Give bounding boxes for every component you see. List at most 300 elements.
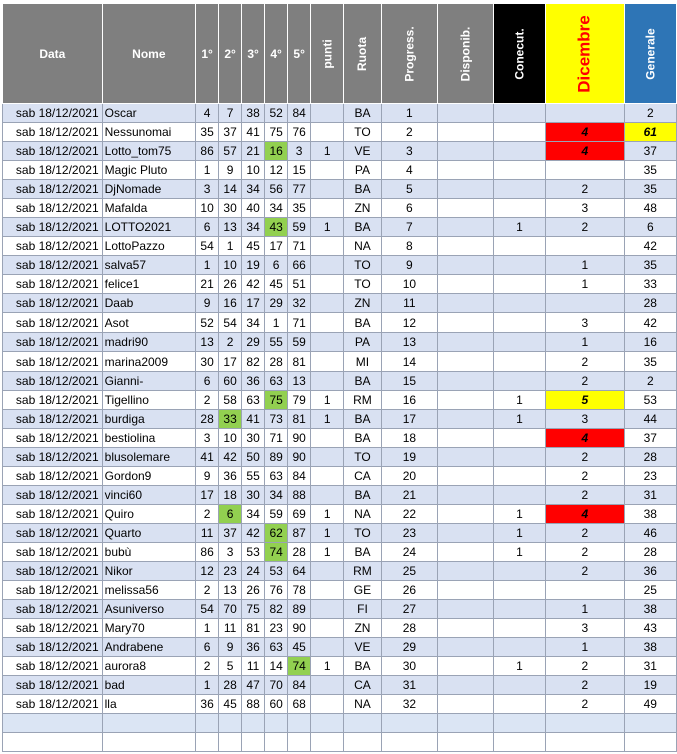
cell-conecut[interactable]: 1 (493, 391, 545, 410)
cell-disponib[interactable] (438, 180, 494, 199)
cell-dicembre[interactable]: 2 (546, 524, 624, 543)
cell-number-5[interactable]: 45 (288, 638, 311, 657)
cell-number-1[interactable]: 3 (196, 429, 219, 448)
cell-name[interactable]: salva57 (102, 256, 195, 275)
empty-cell[interactable] (3, 714, 103, 733)
cell-punti[interactable] (311, 581, 344, 600)
cell-number-3[interactable]: 45 (242, 237, 265, 256)
cell-number-1[interactable]: 30 (196, 352, 219, 372)
cell-disponib[interactable] (438, 161, 494, 180)
cell-punti[interactable] (311, 448, 344, 467)
cell-number-5[interactable]: 74 (288, 657, 311, 676)
cell-conecut[interactable] (493, 161, 545, 180)
cell-number-3[interactable]: 34 (242, 180, 265, 199)
cell-number-5[interactable]: 79 (288, 391, 311, 410)
cell-number-4[interactable]: 1 (265, 313, 288, 333)
cell-progress[interactable]: 3 (381, 142, 437, 161)
cell-number-2[interactable]: 17 (219, 352, 242, 372)
cell-number-2[interactable]: 10 (219, 429, 242, 448)
cell-ruota[interactable]: TO (344, 448, 381, 467)
cell-ruota[interactable]: ZN (344, 294, 381, 313)
cell-name[interactable]: bad (102, 676, 195, 695)
cell-number-1[interactable]: 54 (196, 600, 219, 619)
cell-ruota[interactable]: BA (344, 104, 381, 123)
cell-dicembre[interactable]: 1 (546, 256, 624, 275)
cell-name[interactable]: aurora8 (102, 657, 195, 676)
cell-number-4[interactable]: 55 (265, 333, 288, 352)
cell-number-5[interactable]: 51 (288, 275, 311, 294)
cell-dicembre[interactable]: 3 (546, 199, 624, 218)
empty-cell[interactable] (624, 733, 676, 752)
cell-ruota[interactable]: GE (344, 581, 381, 600)
cell-number-3[interactable]: 41 (242, 123, 265, 142)
cell-disponib[interactable] (438, 218, 494, 237)
cell-name[interactable]: DjNomade (102, 180, 195, 199)
cell-number-4[interactable]: 52 (265, 104, 288, 123)
empty-cell[interactable] (288, 733, 311, 752)
cell-conecut[interactable] (493, 562, 545, 581)
cell-conecut[interactable] (493, 581, 545, 600)
header-n2[interactable]: 2° (219, 4, 242, 104)
cell-conecut[interactable] (493, 313, 545, 333)
cell-dicembre[interactable]: 2 (546, 695, 624, 714)
cell-number-4[interactable]: 63 (265, 467, 288, 486)
cell-progress[interactable]: 20 (381, 467, 437, 486)
cell-punti[interactable] (311, 352, 344, 372)
cell-number-2[interactable]: 45 (219, 695, 242, 714)
cell-number-3[interactable]: 41 (242, 410, 265, 429)
cell-date[interactable]: sab 18/12/2021 (3, 505, 103, 524)
cell-progress[interactable]: 13 (381, 333, 437, 352)
cell-number-5[interactable]: 78 (288, 581, 311, 600)
cell-dicembre[interactable]: 1 (546, 275, 624, 294)
cell-number-5[interactable]: 15 (288, 161, 311, 180)
cell-disponib[interactable] (438, 104, 494, 123)
cell-progress[interactable]: 22 (381, 505, 437, 524)
cell-punti[interactable]: 1 (311, 543, 344, 562)
cell-number-4[interactable]: 70 (265, 676, 288, 695)
cell-dicembre[interactable]: 3 (546, 410, 624, 429)
cell-name[interactable]: Mafalda (102, 199, 195, 218)
cell-generale[interactable]: 6 (624, 218, 676, 237)
cell-conecut[interactable] (493, 695, 545, 714)
cell-ruota[interactable]: RM (344, 391, 381, 410)
cell-number-5[interactable]: 68 (288, 695, 311, 714)
cell-name[interactable]: Andrabene (102, 638, 195, 657)
cell-dicembre[interactable]: 4 (546, 123, 624, 142)
cell-conecut[interactable] (493, 352, 545, 372)
empty-cell[interactable] (265, 714, 288, 733)
cell-conecut[interactable] (493, 237, 545, 256)
cell-date[interactable]: sab 18/12/2021 (3, 486, 103, 505)
cell-progress[interactable]: 12 (381, 313, 437, 333)
cell-number-3[interactable]: 30 (242, 429, 265, 448)
empty-cell[interactable] (196, 733, 219, 752)
cell-number-5[interactable]: 59 (288, 218, 311, 237)
cell-disponib[interactable] (438, 275, 494, 294)
cell-name[interactable]: bubù (102, 543, 195, 562)
empty-cell[interactable] (438, 733, 494, 752)
cell-name[interactable]: Mary70 (102, 619, 195, 638)
cell-number-3[interactable]: 26 (242, 581, 265, 600)
cell-number-2[interactable]: 42 (219, 448, 242, 467)
cell-number-3[interactable]: 63 (242, 391, 265, 410)
cell-date[interactable]: sab 18/12/2021 (3, 619, 103, 638)
cell-dicembre[interactable]: 1 (546, 638, 624, 657)
cell-ruota[interactable]: FI (344, 600, 381, 619)
cell-number-5[interactable]: 87 (288, 524, 311, 543)
cell-generale[interactable]: 19 (624, 676, 676, 695)
cell-number-5[interactable]: 13 (288, 372, 311, 391)
header-disponib[interactable] (438, 4, 494, 104)
cell-conecut[interactable] (493, 256, 545, 275)
cell-punti[interactable] (311, 237, 344, 256)
cell-disponib[interactable] (438, 581, 494, 600)
cell-generale[interactable]: 2 (624, 372, 676, 391)
cell-name[interactable]: blusolemare (102, 448, 195, 467)
cell-number-4[interactable]: 63 (265, 372, 288, 391)
cell-punti[interactable]: 1 (311, 505, 344, 524)
cell-number-4[interactable]: 53 (265, 562, 288, 581)
cell-disponib[interactable] (438, 391, 494, 410)
cell-number-3[interactable]: 40 (242, 199, 265, 218)
cell-number-2[interactable]: 70 (219, 600, 242, 619)
cell-disponib[interactable] (438, 638, 494, 657)
cell-number-3[interactable]: 30 (242, 486, 265, 505)
cell-progress[interactable]: 24 (381, 543, 437, 562)
cell-number-4[interactable]: 60 (265, 695, 288, 714)
cell-name[interactable]: Asuniverso (102, 600, 195, 619)
cell-number-2[interactable]: 9 (219, 638, 242, 657)
cell-dicembre[interactable]: 2 (546, 562, 624, 581)
cell-dicembre[interactable]: 2 (546, 467, 624, 486)
cell-date[interactable]: sab 18/12/2021 (3, 543, 103, 562)
cell-number-3[interactable]: 36 (242, 638, 265, 657)
cell-number-5[interactable]: 81 (288, 352, 311, 372)
cell-progress[interactable]: 11 (381, 294, 437, 313)
cell-number-1[interactable]: 2 (196, 581, 219, 600)
cell-number-5[interactable]: 35 (288, 199, 311, 218)
cell-conecut[interactable] (493, 467, 545, 486)
cell-date[interactable]: sab 18/12/2021 (3, 104, 103, 123)
cell-date[interactable]: sab 18/12/2021 (3, 333, 103, 352)
cell-date[interactable]: sab 18/12/2021 (3, 275, 103, 294)
cell-number-2[interactable]: 7 (219, 104, 242, 123)
cell-number-5[interactable]: 71 (288, 313, 311, 333)
cell-number-5[interactable]: 90 (288, 448, 311, 467)
cell-number-3[interactable]: 29 (242, 333, 265, 352)
cell-generale[interactable]: 37 (624, 429, 676, 448)
cell-disponib[interactable] (438, 142, 494, 161)
cell-disponib[interactable] (438, 429, 494, 448)
empty-cell[interactable] (102, 714, 195, 733)
cell-disponib[interactable] (438, 619, 494, 638)
cell-punti[interactable] (311, 372, 344, 391)
cell-number-1[interactable]: 1 (196, 161, 219, 180)
cell-number-4[interactable]: 14 (265, 657, 288, 676)
cell-number-2[interactable]: 14 (219, 180, 242, 199)
cell-punti[interactable] (311, 600, 344, 619)
cell-name[interactable]: Quarto (102, 524, 195, 543)
cell-number-3[interactable]: 75 (242, 600, 265, 619)
cell-name[interactable]: LOTTO2021 (102, 218, 195, 237)
cell-number-1[interactable]: 9 (196, 294, 219, 313)
cell-number-1[interactable]: 41 (196, 448, 219, 467)
cell-punti[interactable] (311, 199, 344, 218)
cell-progress[interactable]: 21 (381, 486, 437, 505)
cell-number-2[interactable]: 33 (219, 410, 242, 429)
cell-generale[interactable]: 28 (624, 448, 676, 467)
cell-name[interactable]: LottoPazzo (102, 237, 195, 256)
cell-date[interactable]: sab 18/12/2021 (3, 410, 103, 429)
cell-disponib[interactable] (438, 657, 494, 676)
header-n4[interactable]: 4° (265, 4, 288, 104)
cell-number-2[interactable]: 13 (219, 218, 242, 237)
cell-conecut[interactable]: 1 (493, 524, 545, 543)
cell-number-5[interactable]: 84 (288, 104, 311, 123)
cell-number-1[interactable]: 3 (196, 180, 219, 199)
empty-cell[interactable] (242, 714, 265, 733)
cell-generale[interactable]: 28 (624, 294, 676, 313)
cell-punti[interactable] (311, 467, 344, 486)
cell-disponib[interactable] (438, 410, 494, 429)
cell-number-3[interactable]: 34 (242, 505, 265, 524)
cell-name[interactable]: marina2009 (102, 352, 195, 372)
cell-name[interactable]: Lotto_tom75 (102, 142, 195, 161)
cell-number-4[interactable]: 28 (265, 352, 288, 372)
cell-name[interactable]: Daab (102, 294, 195, 313)
cell-ruota[interactable]: ZN (344, 199, 381, 218)
cell-progress[interactable]: 25 (381, 562, 437, 581)
cell-disponib[interactable] (438, 123, 494, 142)
cell-conecut[interactable] (493, 294, 545, 313)
cell-disponib[interactable] (438, 505, 494, 524)
header-punti[interactable] (311, 4, 344, 104)
cell-ruota[interactable]: PA (344, 161, 381, 180)
cell-date[interactable]: sab 18/12/2021 (3, 123, 103, 142)
cell-conecut[interactable]: 1 (493, 218, 545, 237)
cell-number-4[interactable]: 63 (265, 638, 288, 657)
cell-date[interactable]: sab 18/12/2021 (3, 429, 103, 448)
cell-number-2[interactable]: 11 (219, 619, 242, 638)
cell-date[interactable]: sab 18/12/2021 (3, 581, 103, 600)
cell-dicembre[interactable]: 2 (546, 352, 624, 372)
cell-conecut[interactable] (493, 638, 545, 657)
header-data[interactable]: Data (3, 4, 103, 104)
cell-number-1[interactable]: 1 (196, 676, 219, 695)
cell-date[interactable]: sab 18/12/2021 (3, 218, 103, 237)
empty-cell[interactable] (493, 733, 545, 752)
cell-number-5[interactable]: 89 (288, 600, 311, 619)
cell-conecut[interactable] (493, 600, 545, 619)
cell-number-5[interactable]: 88 (288, 486, 311, 505)
cell-number-5[interactable]: 32 (288, 294, 311, 313)
cell-conecut[interactable] (493, 619, 545, 638)
cell-number-1[interactable]: 2 (196, 657, 219, 676)
cell-disponib[interactable] (438, 256, 494, 275)
cell-number-1[interactable]: 9 (196, 467, 219, 486)
cell-conecut[interactable] (493, 372, 545, 391)
cell-number-4[interactable]: 56 (265, 180, 288, 199)
cell-number-2[interactable]: 37 (219, 123, 242, 142)
cell-number-5[interactable]: 76 (288, 123, 311, 142)
cell-ruota[interactable]: ZN (344, 619, 381, 638)
cell-progress[interactable]: 7 (381, 218, 437, 237)
cell-dicembre[interactable]: 2 (546, 372, 624, 391)
cell-progress[interactable]: 1 (381, 104, 437, 123)
empty-cell[interactable] (311, 733, 344, 752)
cell-number-1[interactable]: 21 (196, 275, 219, 294)
cell-disponib[interactable] (438, 676, 494, 695)
cell-number-2[interactable]: 6 (219, 505, 242, 524)
cell-dicembre[interactable] (546, 104, 624, 123)
cell-dicembre[interactable]: 2 (546, 676, 624, 695)
cell-disponib[interactable] (438, 352, 494, 372)
cell-number-1[interactable]: 17 (196, 486, 219, 505)
cell-progress[interactable]: 17 (381, 410, 437, 429)
cell-number-3[interactable]: 81 (242, 619, 265, 638)
cell-punti[interactable]: 1 (311, 218, 344, 237)
cell-number-4[interactable]: 43 (265, 218, 288, 237)
cell-number-4[interactable]: 34 (265, 199, 288, 218)
cell-generale[interactable]: 23 (624, 467, 676, 486)
cell-progress[interactable]: 2 (381, 123, 437, 142)
cell-dicembre[interactable]: 2 (546, 486, 624, 505)
cell-progress[interactable]: 19 (381, 448, 437, 467)
cell-progress[interactable]: 10 (381, 275, 437, 294)
cell-generale[interactable]: 2 (624, 104, 676, 123)
cell-progress[interactable]: 29 (381, 638, 437, 657)
cell-generale[interactable]: 49 (624, 695, 676, 714)
cell-number-5[interactable]: 28 (288, 543, 311, 562)
cell-ruota[interactable]: BA (344, 372, 381, 391)
cell-number-2[interactable]: 13 (219, 581, 242, 600)
header-n3[interactable]: 3° (242, 4, 265, 104)
cell-number-4[interactable]: 17 (265, 237, 288, 256)
cell-number-3[interactable]: 34 (242, 313, 265, 333)
cell-date[interactable]: sab 18/12/2021 (3, 372, 103, 391)
cell-generale[interactable]: 16 (624, 333, 676, 352)
cell-punti[interactable] (311, 619, 344, 638)
cell-name[interactable]: melissa56 (102, 581, 195, 600)
cell-generale[interactable]: 42 (624, 237, 676, 256)
cell-number-1[interactable]: 54 (196, 237, 219, 256)
cell-number-5[interactable]: 90 (288, 619, 311, 638)
cell-number-4[interactable]: 59 (265, 505, 288, 524)
cell-number-2[interactable]: 60 (219, 372, 242, 391)
cell-number-3[interactable]: 36 (242, 372, 265, 391)
cell-generale[interactable]: 48 (624, 199, 676, 218)
cell-ruota[interactable]: PA (344, 333, 381, 352)
cell-number-4[interactable]: 16 (265, 142, 288, 161)
cell-dicembre[interactable]: 4 (546, 142, 624, 161)
cell-number-4[interactable]: 34 (265, 486, 288, 505)
cell-progress[interactable]: 32 (381, 695, 437, 714)
cell-dicembre[interactable]: 4 (546, 505, 624, 524)
header-n1[interactable]: 1° (196, 4, 219, 104)
cell-punti[interactable] (311, 123, 344, 142)
cell-date[interactable]: sab 18/12/2021 (3, 562, 103, 581)
cell-ruota[interactable]: CA (344, 676, 381, 695)
cell-number-1[interactable]: 1 (196, 619, 219, 638)
empty-cell[interactable] (3, 733, 103, 752)
cell-dicembre[interactable]: 1 (546, 600, 624, 619)
cell-dicembre[interactable]: 5 (546, 391, 624, 410)
cell-number-5[interactable]: 81 (288, 410, 311, 429)
cell-ruota[interactable]: NA (344, 237, 381, 256)
cell-number-4[interactable]: 75 (265, 391, 288, 410)
cell-ruota[interactable]: BA (344, 218, 381, 237)
cell-number-3[interactable]: 47 (242, 676, 265, 695)
cell-name[interactable]: madri90 (102, 333, 195, 352)
cell-progress[interactable]: 15 (381, 372, 437, 391)
cell-generale[interactable]: 31 (624, 486, 676, 505)
cell-disponib[interactable] (438, 199, 494, 218)
cell-disponib[interactable] (438, 562, 494, 581)
cell-number-1[interactable]: 10 (196, 199, 219, 218)
cell-punti[interactable] (311, 256, 344, 275)
cell-conecut[interactable] (493, 123, 545, 142)
empty-cell[interactable] (311, 714, 344, 733)
cell-number-1[interactable]: 35 (196, 123, 219, 142)
cell-ruota[interactable]: TO (344, 256, 381, 275)
cell-number-5[interactable]: 84 (288, 676, 311, 695)
cell-disponib[interactable] (438, 237, 494, 256)
cell-ruota[interactable]: VE (344, 142, 381, 161)
cell-number-2[interactable]: 16 (219, 294, 242, 313)
cell-date[interactable]: sab 18/12/2021 (3, 657, 103, 676)
cell-punti[interactable]: 1 (311, 524, 344, 543)
cell-progress[interactable]: 27 (381, 600, 437, 619)
empty-cell[interactable] (344, 733, 381, 752)
cell-disponib[interactable] (438, 524, 494, 543)
cell-conecut[interactable] (493, 486, 545, 505)
cell-ruota[interactable]: MI (344, 352, 381, 372)
cell-dicembre[interactable]: 2 (546, 448, 624, 467)
cell-progress[interactable]: 9 (381, 256, 437, 275)
cell-number-5[interactable]: 64 (288, 562, 311, 581)
cell-dicembre[interactable]: 2 (546, 543, 624, 562)
cell-name[interactable]: Nessunomai (102, 123, 195, 142)
cell-progress[interactable]: 5 (381, 180, 437, 199)
cell-number-3[interactable]: 82 (242, 352, 265, 372)
cell-number-4[interactable]: 62 (265, 524, 288, 543)
cell-conecut[interactable] (493, 275, 545, 294)
cell-generale[interactable]: 46 (624, 524, 676, 543)
cell-number-4[interactable]: 82 (265, 600, 288, 619)
cell-number-4[interactable]: 73 (265, 410, 288, 429)
cell-punti[interactable] (311, 104, 344, 123)
cell-number-1[interactable]: 6 (196, 638, 219, 657)
cell-number-2[interactable]: 58 (219, 391, 242, 410)
cell-number-4[interactable]: 75 (265, 123, 288, 142)
cell-number-3[interactable]: 42 (242, 275, 265, 294)
cell-number-3[interactable]: 10 (242, 161, 265, 180)
cell-conecut[interactable]: 1 (493, 410, 545, 429)
cell-dicembre[interactable]: 2 (546, 180, 624, 199)
cell-ruota[interactable]: BA (344, 410, 381, 429)
cell-punti[interactable]: 1 (311, 410, 344, 429)
header-ruota[interactable] (344, 4, 381, 104)
cell-number-2[interactable]: 3 (219, 543, 242, 562)
cell-number-4[interactable]: 23 (265, 619, 288, 638)
cell-generale[interactable]: 43 (624, 619, 676, 638)
cell-progress[interactable]: 16 (381, 391, 437, 410)
cell-punti[interactable] (311, 676, 344, 695)
cell-conecut[interactable] (493, 676, 545, 695)
cell-disponib[interactable] (438, 313, 494, 333)
cell-ruota[interactable]: RM (344, 562, 381, 581)
